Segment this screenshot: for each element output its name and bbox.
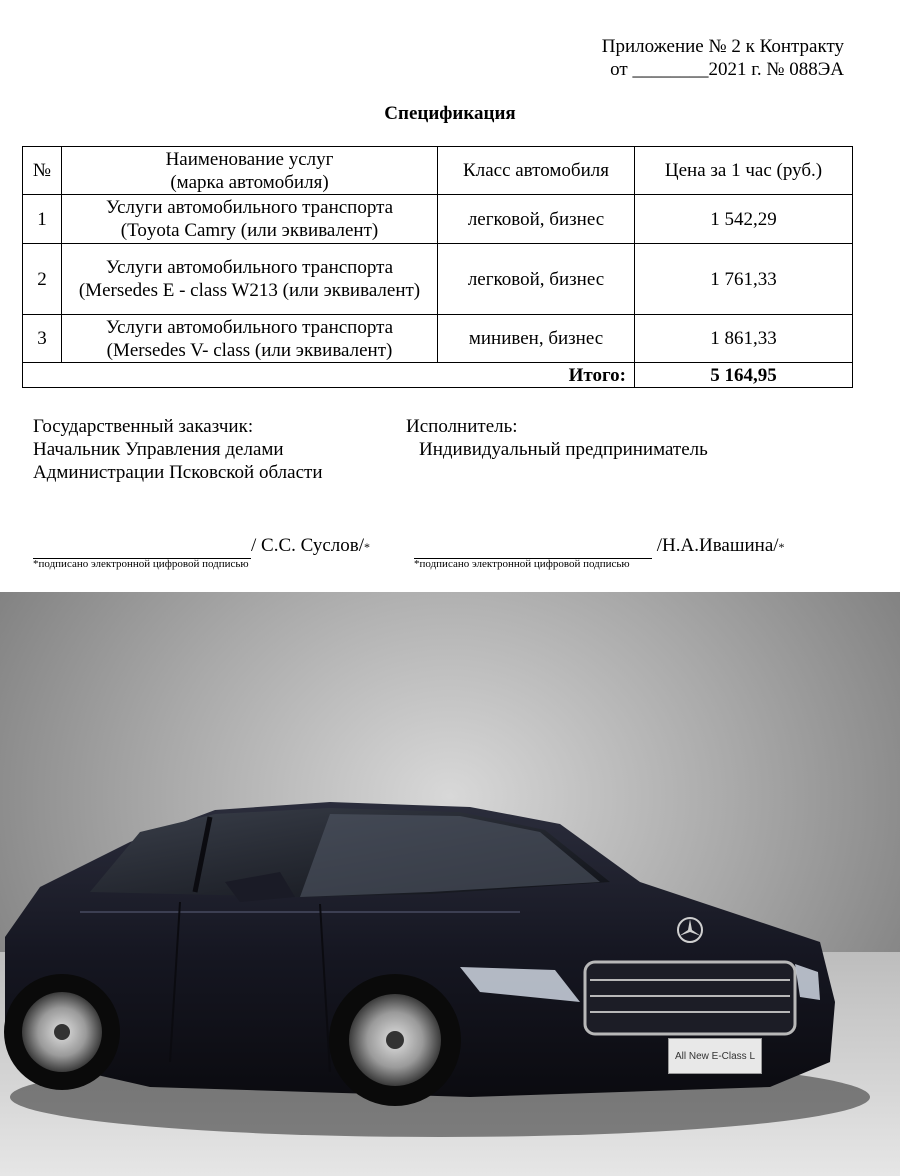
row-service-name [62, 195, 438, 244]
customer-position: Начальник Управления делами [33, 439, 284, 460]
table-total-row [23, 363, 853, 388]
document-title: Спецификация [384, 103, 516, 124]
header-price: Цена за 1 час (руб.) [635, 147, 853, 195]
customer-signature-blank [33, 540, 251, 559]
customer-signature-name: / С.С. Суслов/ [251, 535, 364, 556]
table-header-row [23, 147, 853, 195]
customer-signature-line [33, 534, 370, 559]
contractor-signature-name: /Н.А.Ивашина/ [656, 535, 779, 556]
customer-role: Государственный заказчик: [33, 416, 254, 437]
contractor-role: Исполнитель: [406, 416, 518, 437]
service-name-line-2: (Toyota Camry (или эквивалент) [120, 220, 379, 241]
customer-signature-note: *подписано электронной цифровой подписью [33, 558, 249, 570]
row-number: 1 [23, 195, 62, 244]
customer-organization: Администрации Псковской области [33, 462, 323, 483]
row-number: 3 [23, 315, 62, 363]
contractor-signature-line [414, 534, 785, 559]
service-name-line-2: (Mersedes V- class (или эквивалент) [106, 339, 393, 361]
row-service-name [62, 315, 438, 363]
contractor-asterisk: * [778, 540, 785, 554]
customer-block [33, 415, 322, 484]
service-name-line-1: Услуги автомобильного транспорта [105, 316, 394, 338]
row-number: 2 [23, 244, 62, 315]
total-label: Итого: [23, 363, 635, 388]
service-name-line-1: Услуги автомобильного транспорта [105, 257, 394, 278]
specification-table [22, 146, 853, 388]
row-price: 1 542,29 [635, 195, 853, 244]
row-price: 1 761,33 [635, 244, 853, 315]
total-value: 5 164,95 [635, 363, 853, 388]
annex-line-2: от ________2021 г. № 088ЭА [610, 59, 844, 80]
row-car-class: минивен, бизнес [438, 315, 635, 363]
contractor-signature-note: *подписано электронной цифровой подписью [414, 558, 630, 570]
contractor-signature-blank [414, 540, 652, 559]
row-car-class: легковой, бизнес [438, 244, 635, 315]
header-car-class: Класс автомобиля [438, 147, 635, 195]
sedan-illustration [0, 592, 900, 1176]
customer-asterisk: * [364, 540, 370, 554]
license-plate: All New E-Class L [668, 1038, 762, 1074]
annex-reference [602, 35, 844, 81]
car-photo [0, 592, 900, 1176]
header-number: № [23, 147, 62, 195]
table-row [23, 195, 853, 244]
service-name-line-2: (Mersedes E - class W213 (или эквивалент) [78, 280, 421, 301]
table-row [23, 315, 853, 363]
header-service-name: Наименование услуг (марка автомобиля) [62, 147, 438, 195]
row-service-name [62, 244, 438, 315]
grille [585, 962, 795, 1034]
row-car-class: легковой, бизнес [438, 195, 635, 244]
service-name-line-1: Услуги автомобильного транспорта [105, 197, 394, 218]
annex-line-1: Приложение № 2 к Контракту [601, 36, 844, 57]
table-row [23, 244, 853, 315]
contractor-block [406, 415, 708, 461]
row-price: 1 861,33 [635, 315, 853, 363]
contractor-position: Индивидуальный предприниматель [419, 439, 708, 460]
